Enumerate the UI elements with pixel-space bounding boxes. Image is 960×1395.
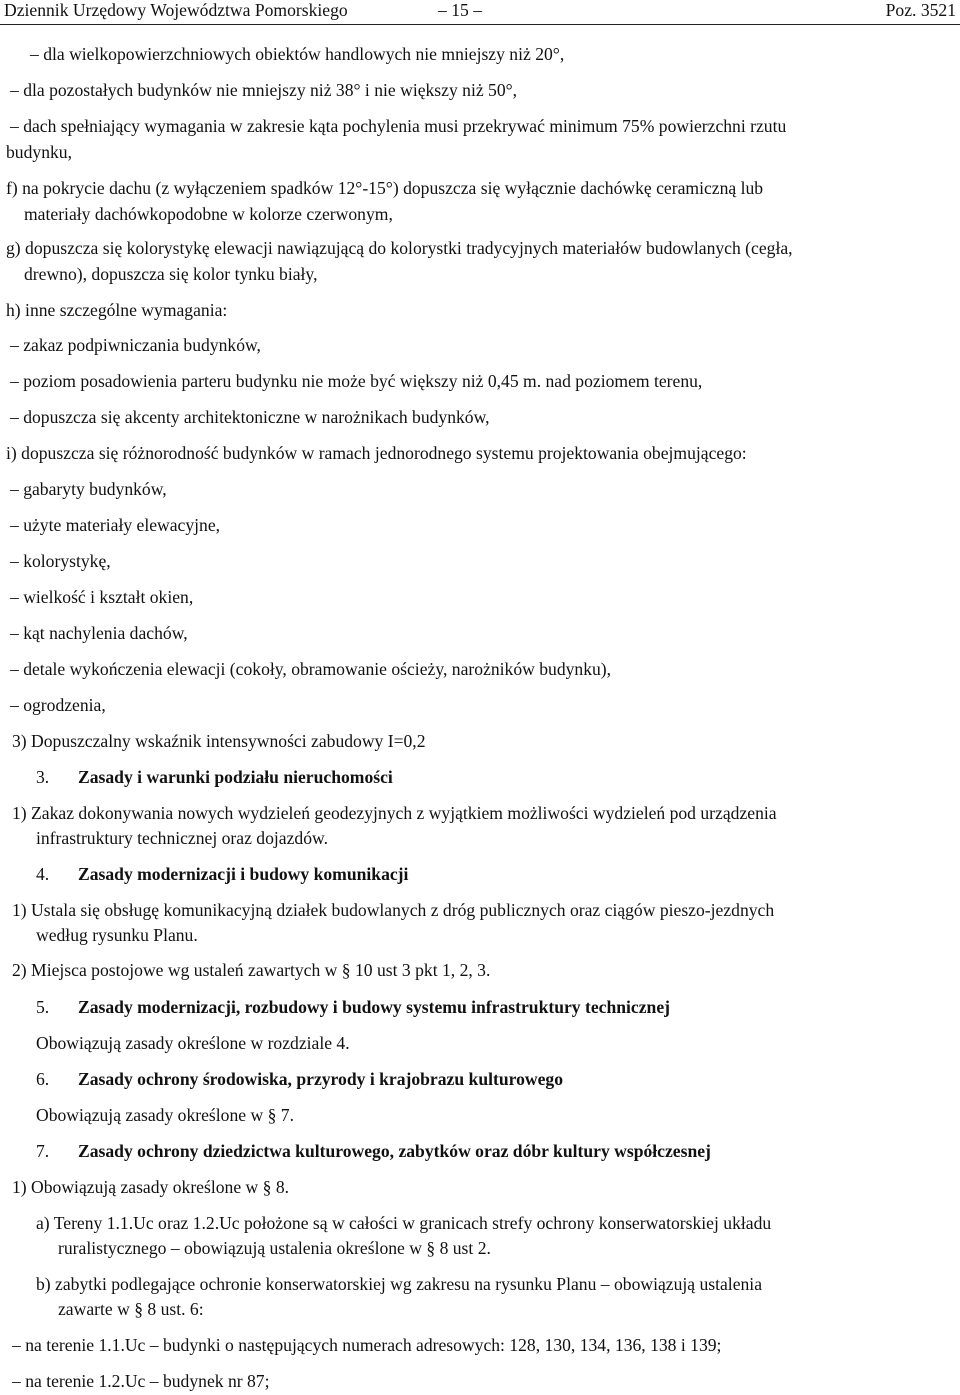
section-heading: Zasady ochrony środowiska, przyrody i krajobrazu kulturowego bbox=[78, 1069, 564, 1089]
text-line: – użyte materiały elewacyjne, bbox=[10, 515, 221, 535]
text-line: b) zabytki podlegające ochronie konserwatorskiej wg zakresu na rysunku Planu – obowiązują ustalenia bbox=[36, 1274, 762, 1294]
section-number: 6. bbox=[36, 1069, 50, 1089]
text-line: g) dopuszcza się kolorystykę elewacji nawiązującą do kolorystki tradycyjnych materiałów budowlanych (cegła, bbox=[6, 238, 793, 258]
text-line: – detale wykończenia elewacji (cokoły, obramowanie ościeży, narożników budynku), bbox=[10, 659, 612, 679]
section-heading: Zasady modernizacji i budowy komunikacji bbox=[78, 864, 409, 884]
text-line: f) na pokrycie dachu (z wyłączeniem spadków 12°-15°) dopuszcza się wyłącznie dachówkę ceramiczną lub bbox=[6, 178, 764, 198]
text-line: – poziom posadowienia parteru budynku nie może być większy niż 0,45 m. nad poziomem terenu, bbox=[10, 371, 703, 391]
text-line: Obowiązują zasady określone w § 7. bbox=[36, 1105, 294, 1125]
text-line: ruralistycznego – obowiązują ustalenia określone w § 8 ust 2. bbox=[58, 1238, 491, 1258]
text-line: – gabaryty budynków, bbox=[10, 479, 167, 499]
text-line: materiały dachówkopodobne w kolorze czerwonym, bbox=[24, 204, 393, 224]
position-number: Poz. 3521 bbox=[885, 0, 956, 20]
section-number: 3. bbox=[36, 767, 50, 787]
text-line: – ogrodzenia, bbox=[10, 695, 106, 715]
section-number: 7. bbox=[36, 1141, 50, 1161]
text-line: – kolorystykę, bbox=[10, 551, 111, 571]
text-line: – zakaz podpiwniczania budynków, bbox=[10, 335, 261, 355]
text-line: infrastruktury technicznej oraz dojazdów. bbox=[36, 828, 328, 848]
section-number: 4. bbox=[36, 864, 50, 884]
text-line: – na terenie 1.2.Uc – budynek nr 87; bbox=[12, 1371, 270, 1391]
section-heading: Zasady i warunki podziału nieruchomości bbox=[78, 767, 393, 787]
text-line: zawarte w § 8 ust. 6: bbox=[58, 1299, 204, 1319]
text-line: h) inne szczególne wymagania: bbox=[6, 300, 228, 320]
text-line: 3) Dopuszczalny wskaźnik intensywności zabudowy I=0,2 bbox=[12, 731, 426, 751]
text-line: – dach spełniający wymagania w zakresie kąta pochylenia musi przekrywać minimum 75% powierzchni rzutu bbox=[10, 116, 787, 136]
text-line: Obowiązują zasady określone w rozdziale 4. bbox=[36, 1033, 350, 1053]
text-line: – dla pozostałych budynków nie mniejszy niż 38° i nie większy niż 50°, bbox=[10, 80, 518, 100]
text-line: 1) Ustala się obsługę komunikacyjną działek budowlanych z dróg publicznych oraz ciągów pieszo-jezdnych bbox=[12, 900, 775, 920]
text-line: budynku, bbox=[6, 142, 72, 162]
journal-title: Dziennik Urzędowy Województwa Pomorskiego bbox=[4, 0, 348, 20]
text-line: 2) Miejsca postojowe wg ustaleń zawartych w § 10 ust 3 pkt 1, 2, 3. bbox=[12, 960, 491, 980]
section-heading: Zasady ochrony dziedzictwa kulturowego, zabytków oraz dóbr kultury współczesnej bbox=[78, 1141, 711, 1161]
page-header bbox=[0, 0, 960, 26]
text-line: drewno), dopuszcza się kolor tynku biały, bbox=[24, 264, 318, 284]
text-line: – kąt nachylenia dachów, bbox=[10, 623, 188, 643]
text-line: – wielkość i kształt okien, bbox=[10, 587, 194, 607]
header-rule bbox=[0, 24, 960, 25]
text-line: według rysunku Planu. bbox=[36, 925, 198, 945]
text-line: 1) Zakaz dokonywania nowych wydzieleń geodezyjnych z wyjątkiem możliwości wydzieleń pod urządzenia bbox=[12, 803, 777, 823]
section-number: 5. bbox=[36, 997, 50, 1017]
text-line: – dopuszcza się akcenty architektoniczne w narożnikach budynków, bbox=[10, 407, 490, 427]
page-number: – 15 – bbox=[438, 0, 482, 20]
text-line: – na terenie 1.1.Uc – budynki o następujących numerach adresowych: 128, 130, 134, 136, 138 i 139; bbox=[12, 1335, 722, 1355]
section-heading: Zasady modernizacji, rozbudowy i budowy systemu infrastruktury technicznej bbox=[78, 997, 671, 1017]
text-line: a) Tereny 1.1.Uc oraz 1.2.Uc położone są w całości w granicach strefy ochrony konserwatorskiej układu bbox=[36, 1213, 772, 1233]
text-line: i) dopuszcza się różnorodność budynków w ramach jednorodnego systemu projektowania obejmującego: bbox=[6, 443, 747, 463]
text-line: 1) Obowiązują zasady określone w § 8. bbox=[12, 1177, 290, 1197]
text-line: – dla wielkopowierzchniowych obiektów handlowych nie mniejszy niż 20°, bbox=[30, 44, 565, 64]
